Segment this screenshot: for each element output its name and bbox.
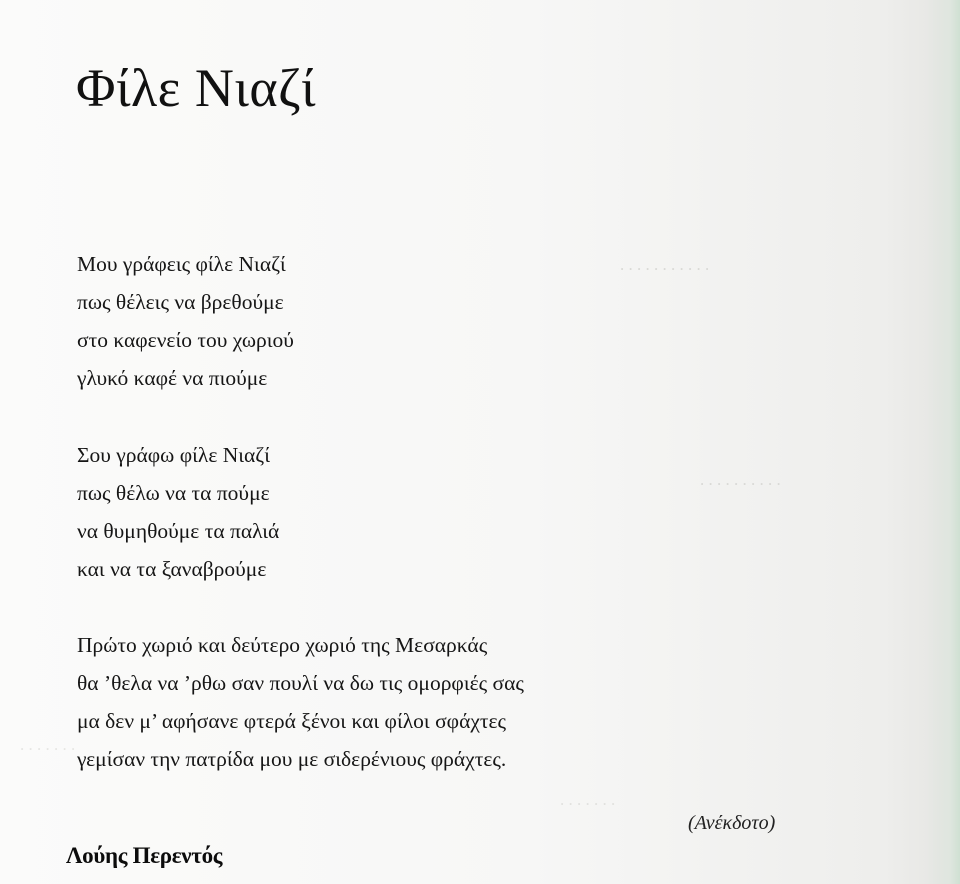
poem-line: να θυμηθούμε τα παλιά [77,518,280,543]
stanza [77,626,524,778]
poem-line: γλυκό καφέ να πιούμε [77,366,268,390]
poem-body [77,245,524,817]
stanza [77,245,524,397]
poem-line: γεμίσαν την πατρίδα μου με σιδερένιους φράχτες. [77,747,507,771]
bleed-through-text: . . . . . . . . . . [700,470,781,489]
poem-line: Σου γράφω φίλε Νιαζί [77,442,270,467]
stanza [77,436,524,588]
poem-line: και να τα ξαναβρούμε [77,556,267,581]
author-name: Λούης Περεντός [66,843,223,868]
poem-line: πως θέλω να τα πούμε [77,480,270,505]
page-edge [926,0,960,884]
bleed-through-text: . . . . . . . . . . . [620,255,710,274]
bleed-through-text: . . . . . . . [560,790,616,809]
poem-line: θα ’θελα να ’ρθω σαν πουλί να δω τις ομορφιές σας [77,671,524,695]
publication-note: (Ανέκδοτο) [688,812,776,834]
poem-title: Φίλε Νιαζί [76,58,317,118]
poem-line: πως θέλεις να βρεθούμε [77,290,284,314]
poem-line: Πρώτο χωριό και δεύτερο χωριό της Μεσαρκάς [77,633,488,657]
bleed-through-text: . . . . . . . [20,735,76,754]
poem-line: στο καφενείο του χωριού [77,328,294,352]
poem-line: Μου γράφεις φίλε Νιαζί [77,252,286,276]
poem-line: μα δεν μ’ αφήσανε φτερά ξένοι και φίλοι σφάχτες [77,709,507,733]
